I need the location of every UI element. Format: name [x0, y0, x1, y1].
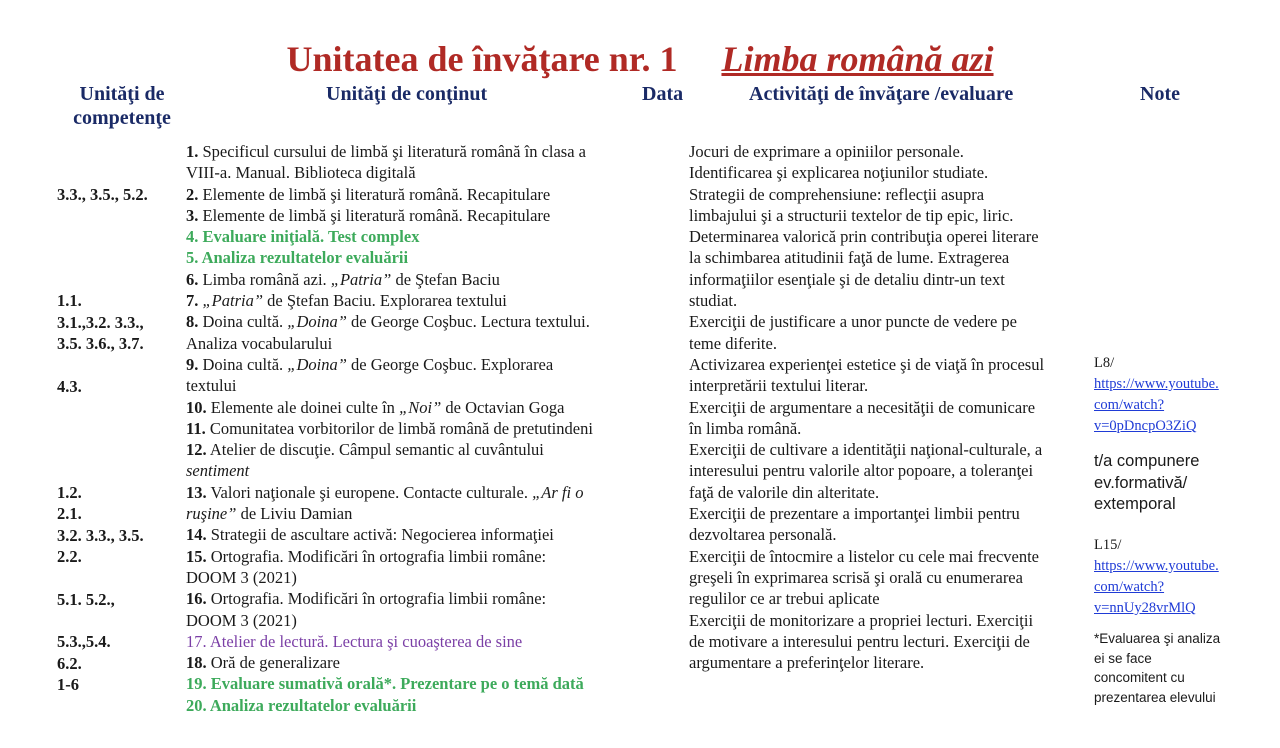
competence-row: [57, 440, 148, 461]
content-num: 2.: [186, 184, 199, 204]
note-footnote-line: prezentarea elevului: [1094, 689, 1216, 705]
content-line: [186, 269, 593, 290]
content-q: „Ar fi o: [532, 482, 584, 502]
content-line: [186, 652, 593, 673]
content-line: [186, 631, 593, 652]
content-text: Ortografia. Modificări în ortografia limbii române:: [206, 589, 547, 609]
note-l8: [1094, 353, 1219, 437]
activity-line: de motivare a interesului pentru lecturi. Exerciţii de: [689, 631, 1030, 651]
content-num: 6.: [186, 269, 199, 289]
activity-line: argumentare a preferinţelor literare.: [689, 653, 925, 673]
competence-row: 3.2. 3.3., 3.5.: [57, 525, 144, 545]
content-line: [186, 311, 593, 332]
competence-row: 2.1.: [57, 504, 82, 524]
content-text: Doina cultă.: [198, 354, 288, 374]
content-text: Specificul cursului de limbă şi literatură română în clasa a: [198, 142, 586, 161]
activity-line: interesului pentru valorile altor popoare, a toleranţei: [689, 461, 1034, 481]
content-line: [186, 546, 593, 567]
content-q: „Patria”: [330, 269, 392, 289]
content-after: de Ştefan Baciu. Explorarea textului: [263, 291, 507, 311]
competence-row: [57, 354, 148, 375]
content-text: DOOM 3 (2021): [186, 610, 297, 630]
content-line: [186, 162, 593, 183]
activity-line: Exerciţii de argumentare a necesităţii de comunicare: [689, 397, 1036, 417]
content-line: [186, 588, 593, 609]
content-num: 14.: [186, 525, 207, 545]
competence-row: 3.5. 3.6., 3.7.: [57, 334, 144, 354]
competence-row: 1.2.: [57, 483, 82, 503]
content-line: [186, 482, 593, 503]
content-line: [186, 673, 593, 694]
competence-row: 5.1. 5.2.,: [57, 589, 115, 609]
content-text: DOOM 3 (2021): [186, 567, 297, 587]
content-num: 18.: [186, 653, 207, 673]
content-line: [186, 354, 593, 375]
activity-line: Exerciţii de prezentare a importanţei limbii pentru: [689, 504, 1020, 524]
content-num: 13.: [186, 482, 207, 502]
content-num: 8.: [186, 312, 199, 332]
competence-row: 2.2.: [57, 547, 82, 567]
note-l8-link-line[interactable]: https://www.youtube.: [1094, 376, 1219, 392]
note-l8-label: L8/: [1094, 355, 1115, 371]
activity-line: interpretării textului literar.: [689, 376, 869, 396]
note-l15-link-line[interactable]: https://www.youtube.: [1094, 558, 1219, 574]
competence-row: [57, 567, 148, 588]
content-after: de George Coşbuc. Explorarea: [346, 354, 554, 374]
note-footnote-line: concomitent cu: [1094, 670, 1185, 685]
note-l15-link-line[interactable]: v=nnUy28vrMlQ: [1094, 600, 1196, 616]
content-after: de Octavian Goga: [441, 397, 565, 417]
content-text: Analiza vocabularului: [186, 333, 333, 353]
content-text: Limba română azi.: [198, 269, 331, 289]
content-text: Elemente ale doinei culte în: [206, 397, 400, 417]
competence-row: 4.3.: [57, 376, 82, 396]
competence-row: 3.3., 3.5., 5.2.: [57, 185, 148, 204]
content-num: 15.: [186, 546, 207, 566]
content-line: [186, 184, 593, 205]
activity-line: Activizarea experienţei estetice şi de viaţă în procesul: [689, 354, 1045, 374]
activity-line: Exerciţii de întocmire a listelor cu cele mai frecvente: [689, 546, 1039, 566]
content-line: [186, 460, 593, 481]
competence-row: [57, 205, 148, 226]
note-footnote-line: *Evaluarea şi analiza: [1094, 631, 1221, 646]
content-text: Elemente de limbă şi literatură română. Recapitulare: [198, 205, 551, 225]
competence-row: [57, 418, 148, 439]
note-footnote: [1094, 629, 1220, 707]
content-num: 9.: [186, 354, 199, 374]
content-num: 1.: [186, 142, 199, 161]
competence-row: [57, 397, 148, 418]
activity-line: Exerciţii de monitorizare a propriei lecturi. Exerciţii: [689, 610, 1034, 630]
content-line: [186, 418, 593, 439]
content-text: 5. Analiza rezultatelor evaluării: [186, 248, 409, 268]
note-l8-link-line[interactable]: v=0pDncpO3ZiQ: [1094, 418, 1197, 434]
activity-line: Exerciţii de justificare a unor puncte de vedere pe: [689, 312, 1018, 332]
content-line: [186, 610, 593, 631]
activity-line: Exerciţii de cultivare a identităţii naţional-culturale, a: [689, 440, 1043, 460]
activity-line: Strategii de comprehensiune: reflecţii asupra: [689, 184, 985, 204]
page-title: [0, 38, 1280, 80]
content-line: [186, 503, 593, 524]
activities-column: [689, 141, 1044, 673]
activity-line: informaţiilor esenţiale şi de detaliu dintr-un text: [689, 269, 1005, 289]
content-num: 10.: [186, 397, 207, 417]
content-line: [186, 141, 593, 162]
content-q: sentiment: [186, 461, 250, 481]
competence-row: 6.2.: [57, 653, 82, 673]
content-line: [186, 333, 593, 354]
content-text: 20. Analiza rezultatelor evaluării: [186, 695, 417, 715]
note-l8-link[interactable]: [1094, 374, 1219, 437]
content-line: [186, 205, 593, 226]
note-l15-link-line[interactable]: com/watch?: [1094, 579, 1165, 595]
content-after: de Liviu Damian: [236, 504, 353, 524]
header-activitati: Activităţi de învăţare /evaluare: [749, 83, 1014, 105]
content-text: 17. Atelier de lectură. Lectura şi cuoaşterea de sine: [186, 631, 523, 651]
activity-line: teme diferite.: [689, 333, 777, 353]
activity-line: în limba română.: [689, 418, 802, 438]
content-text: Strategii de ascultare activă: Negocierea informaţiei: [206, 525, 554, 545]
content-num: 3.: [186, 205, 199, 225]
content-line: [186, 397, 593, 418]
content-text: 19. Evaluare sumativă orală*. Prezentare pe o temă dată: [186, 674, 584, 694]
header-competente-line2: competenţe: [73, 107, 171, 129]
note-l15-label: L15/: [1094, 537, 1122, 553]
activity-line: Identificarea şi explicarea noţiunilor studiate.: [689, 163, 989, 183]
note-formative: [1094, 451, 1199, 516]
header-continut: Unităţi de conţinut: [326, 83, 488, 105]
content-after: de George Coşbuc. Lectura textului.: [346, 312, 590, 332]
content-num: 16.: [186, 589, 207, 609]
activity-line: faţă de valorile din alteritate.: [689, 482, 880, 502]
note-l15-link[interactable]: [1094, 556, 1219, 619]
competence-row: [57, 248, 148, 269]
content-text: Oră de generalizare: [206, 653, 340, 673]
activity-line: limbajului şi a structurii textelor de tip epic, liric.: [689, 205, 1014, 225]
activity-line: regulilor ce ar trebui aplicate: [689, 589, 880, 609]
note-formative-line: t/a compunere: [1094, 452, 1200, 470]
content-after: de Ştefan Baciu: [391, 269, 500, 289]
competence-row: 3.1.,3.2. 3.3.,: [57, 312, 144, 332]
content-num: 11.: [186, 418, 206, 438]
content-line: [186, 375, 593, 396]
content-q: „Doina”: [287, 354, 347, 374]
competence-row: [57, 610, 148, 631]
header-note: Note: [1140, 83, 1180, 105]
activity-line: greşeli în exprimarea scrisă şi orală cu enumerarea: [689, 567, 1023, 587]
content-num: 12.: [186, 440, 207, 460]
activity-line: Determinarea valorică prin contribuţia operei literare: [689, 227, 1039, 247]
header-data: Data: [642, 83, 684, 105]
competence-row: 1-6: [57, 674, 79, 694]
header-competente-line1: Unităţi de: [79, 83, 165, 105]
content-line: [186, 524, 593, 545]
competence-row: 5.3.,5.4.: [57, 632, 111, 652]
content-line: [186, 567, 593, 588]
content-line: [186, 695, 593, 716]
content-q: „Doina”: [287, 312, 347, 332]
content-q: „Noi”: [399, 397, 442, 417]
content-line: [186, 290, 593, 311]
competence-row: 1.1.: [57, 291, 82, 311]
note-formative-line: ev.formativă/: [1094, 473, 1188, 492]
content-column: [186, 141, 593, 716]
competence-row: [57, 227, 148, 248]
content-line: [186, 226, 593, 247]
competente-column: [57, 184, 148, 695]
note-l8-link-line[interactable]: com/watch?: [1094, 397, 1165, 413]
content-text: Doina cultă.: [198, 312, 288, 332]
content-text: Atelier de discuţie. Câmpul semantic al cuvântului: [206, 440, 544, 460]
content-text: Ortografia. Modificări în ortografia limbii române:: [206, 546, 547, 566]
content-num: 7.: [186, 291, 199, 311]
content-text: 4. Evaluare iniţială. Test complex: [186, 227, 420, 247]
content-text: VIII-a. Manual. Biblioteca digitală: [186, 163, 416, 183]
content-q: ruşine”: [186, 504, 237, 524]
header-competente: [57, 82, 187, 130]
content-line: [186, 247, 593, 268]
content-text: Valori naţionale şi europene. Contacte culturale.: [206, 482, 533, 502]
note-l15: [1094, 535, 1219, 619]
note-formative-line: extemporal: [1094, 495, 1176, 513]
content-text: Comunitatea vorbitorilor de limbă română de pretutindeni: [205, 418, 593, 438]
content-line: [186, 439, 593, 460]
activity-line: dezvoltarea personală.: [689, 525, 837, 545]
unit-title: Unitatea de învăţare nr. 1: [286, 39, 678, 79]
activity-line: studiat.: [689, 291, 738, 311]
content-text: Elemente de limbă şi literatură română. Recapitulare: [198, 184, 551, 204]
competence-row: [57, 269, 148, 290]
content-text: textului: [186, 376, 237, 396]
unit-subtitle: Limba română azi: [721, 39, 994, 79]
note-footnote-line: ei se face: [1094, 650, 1152, 666]
competence-row: [57, 461, 148, 482]
activity-line: la schimbarea atitudinii faţă de lume. Extragerea: [689, 248, 1010, 268]
content-q: „Patria”: [202, 291, 264, 311]
activity-line: Jocuri de exprimare a opiniilor personale.: [689, 142, 964, 161]
